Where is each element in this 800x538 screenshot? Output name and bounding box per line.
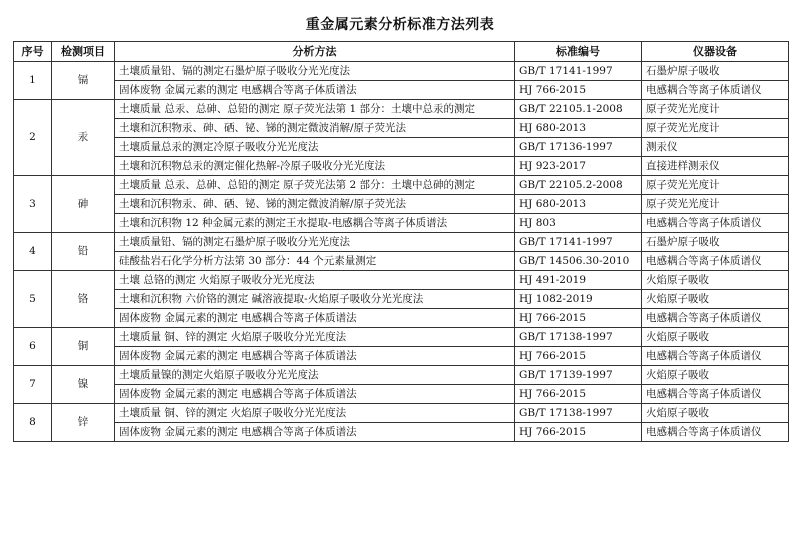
method-cell: 固体废物 金属元素的测定 电感耦合等离子体质谱法 — [115, 309, 515, 328]
method-cell: 固体废物 金属元素的测定 电感耦合等离子体质谱法 — [115, 385, 515, 404]
instrument-cell: 原子荧光光度计 — [642, 195, 789, 214]
standard-cell: GB/T 17139-1997 — [515, 366, 642, 385]
instrument-cell: 电感耦合等离子体质谱仪 — [642, 81, 789, 100]
table-body — [14, 62, 789, 442]
test-item: 镉 — [52, 62, 115, 100]
method-cell: 土壤 总铬的测定 火焰原子吸收分光光度法 — [115, 271, 515, 290]
methods-table — [13, 41, 789, 442]
instrument-cell: 石墨炉原子吸收 — [642, 62, 789, 81]
method-cell: 土壤和沉积物 六价铬的测定 碱溶液提取-火焰原子吸收分光光度法 — [115, 290, 515, 309]
table-row — [14, 138, 789, 157]
test-item: 砷 — [52, 176, 115, 233]
row-number: 8 — [14, 404, 52, 442]
method-cell: 土壤和沉积物 12 种金属元素的测定王水提取-电感耦合等离子体质谱法 — [115, 214, 515, 233]
standard-cell: GB/T 17136-1997 — [515, 138, 642, 157]
method-cell: 土壤和沉积物总汞的测定催化热解-冷原子吸收分光光度法 — [115, 157, 515, 176]
instrument-cell: 石墨炉原子吸收 — [642, 233, 789, 252]
table-row — [14, 233, 789, 252]
instrument-cell: 电感耦合等离子体质谱仪 — [642, 385, 789, 404]
method-cell: 土壤质量总汞的测定冷原子吸收分光光度法 — [115, 138, 515, 157]
instrument-cell: 火焰原子吸收 — [642, 404, 789, 423]
standard-cell: GB/T 22105.1-2008 — [515, 100, 642, 119]
row-number: 4 — [14, 233, 52, 271]
standard-cell: HJ 1082-2019 — [515, 290, 642, 309]
test-item: 铜 — [52, 328, 115, 366]
standard-cell: GB/T 22105.2-2008 — [515, 176, 642, 195]
header-standard: 标准编号 — [515, 42, 642, 62]
standard-cell: HJ 766-2015 — [515, 423, 642, 442]
standard-cell: HJ 766-2015 — [515, 385, 642, 404]
test-item: 汞 — [52, 100, 115, 176]
instrument-cell: 电感耦合等离子体质谱仪 — [642, 347, 789, 366]
row-number: 3 — [14, 176, 52, 233]
standard-cell: HJ 803 — [515, 214, 642, 233]
standard-cell: HJ 766-2015 — [515, 309, 642, 328]
table-row — [14, 100, 789, 119]
table-row — [14, 81, 789, 100]
table-row — [14, 347, 789, 366]
standard-cell: GB/T 17141-1997 — [515, 233, 642, 252]
instrument-cell: 原子荧光光度计 — [642, 100, 789, 119]
method-cell: 土壤质量铅、镉的测定石墨炉原子吸收分光光度法 — [115, 62, 515, 81]
test-item: 铬 — [52, 271, 115, 328]
method-cell: 硅酸盐岩石化学分析方法第 30 部分：44 个元素量测定 — [115, 252, 515, 271]
instrument-cell: 火焰原子吸收 — [642, 366, 789, 385]
standard-cell: HJ 491-2019 — [515, 271, 642, 290]
test-item: 锌 — [52, 404, 115, 442]
table-row — [14, 62, 789, 81]
standard-cell: HJ 923-2017 — [515, 157, 642, 176]
instrument-cell: 直接进样测汞仪 — [642, 157, 789, 176]
instrument-cell: 火焰原子吸收 — [642, 328, 789, 347]
standard-cell: HJ 680-2013 — [515, 195, 642, 214]
test-item: 镍 — [52, 366, 115, 404]
standard-cell: HJ 766-2015 — [515, 81, 642, 100]
method-cell: 土壤和沉积物汞、砷、硒、铋、锑的测定微波消解/原子荧光法 — [115, 119, 515, 138]
table-row — [14, 385, 789, 404]
table-row — [14, 252, 789, 271]
method-cell: 固体废物 金属元素的测定 电感耦合等离子体质谱法 — [115, 423, 515, 442]
table-row — [14, 290, 789, 309]
instrument-cell: 电感耦合等离子体质谱仪 — [642, 309, 789, 328]
test-item: 铅 — [52, 233, 115, 271]
row-number: 6 — [14, 328, 52, 366]
instrument-cell: 原子荧光光度计 — [642, 119, 789, 138]
standard-cell: HJ 680-2013 — [515, 119, 642, 138]
instrument-cell: 测汞仪 — [642, 138, 789, 157]
instrument-cell: 原子荧光光度计 — [642, 176, 789, 195]
standard-cell: GB/T 17141-1997 — [515, 62, 642, 81]
table-row — [14, 119, 789, 138]
method-cell: 土壤质量铅、镉的测定石墨炉原子吸收分光光度法 — [115, 233, 515, 252]
standard-cell: GB/T 17138-1997 — [515, 404, 642, 423]
row-number: 1 — [14, 62, 52, 100]
row-number: 2 — [14, 100, 52, 176]
method-cell: 土壤和沉积物汞、砷、硒、铋、锑的测定微波消解/原子荧光法 — [115, 195, 515, 214]
table-row — [14, 309, 789, 328]
table-row — [14, 404, 789, 423]
header-method: 分析方法 — [115, 42, 515, 62]
method-cell: 土壤质量 总汞、总砷、总铅的测定 原子荧光法第 2 部分：土壤中总砷的测定 — [115, 176, 515, 195]
header-row — [14, 42, 789, 62]
table-row — [14, 328, 789, 347]
standard-cell: HJ 766-2015 — [515, 347, 642, 366]
table-row — [14, 214, 789, 233]
method-cell: 固体废物 金属元素的测定 电感耦合等离子体质谱法 — [115, 81, 515, 100]
instrument-cell: 电感耦合等离子体质谱仪 — [642, 423, 789, 442]
instrument-cell: 电感耦合等离子体质谱仪 — [642, 214, 789, 233]
header-item: 检测项目 — [52, 42, 115, 62]
table-row — [14, 423, 789, 442]
table-row — [14, 195, 789, 214]
header-instrument: 仪器设备 — [642, 42, 789, 62]
row-number: 5 — [14, 271, 52, 328]
method-cell: 固体废物 金属元素的测定 电感耦合等离子体质谱法 — [115, 347, 515, 366]
instrument-cell: 电感耦合等离子体质谱仪 — [642, 252, 789, 271]
method-cell: 土壤质量镍的测定火焰原子吸收分光光度法 — [115, 366, 515, 385]
standard-cell: GB/T 14506.30-2010 — [515, 252, 642, 271]
method-cell: 土壤质量 总汞、总砷、总铅的测定 原子荧光法第 1 部分：土壤中总汞的测定 — [115, 100, 515, 119]
table-row — [14, 366, 789, 385]
instrument-cell: 火焰原子吸收 — [642, 290, 789, 309]
instrument-cell: 火焰原子吸收 — [642, 271, 789, 290]
row-number: 7 — [14, 366, 52, 404]
table-row — [14, 176, 789, 195]
page-title: 重金属元素分析标准方法列表 — [305, 17, 495, 33]
table-row — [14, 157, 789, 176]
standard-cell: GB/T 17138-1997 — [515, 328, 642, 347]
method-cell: 土壤质量 铜、锌的测定 火焰原子吸收分光光度法 — [115, 404, 515, 423]
method-cell: 土壤质量 铜、锌的测定 火焰原子吸收分光光度法 — [115, 328, 515, 347]
table-row — [14, 271, 789, 290]
header-no: 序号 — [14, 42, 52, 62]
